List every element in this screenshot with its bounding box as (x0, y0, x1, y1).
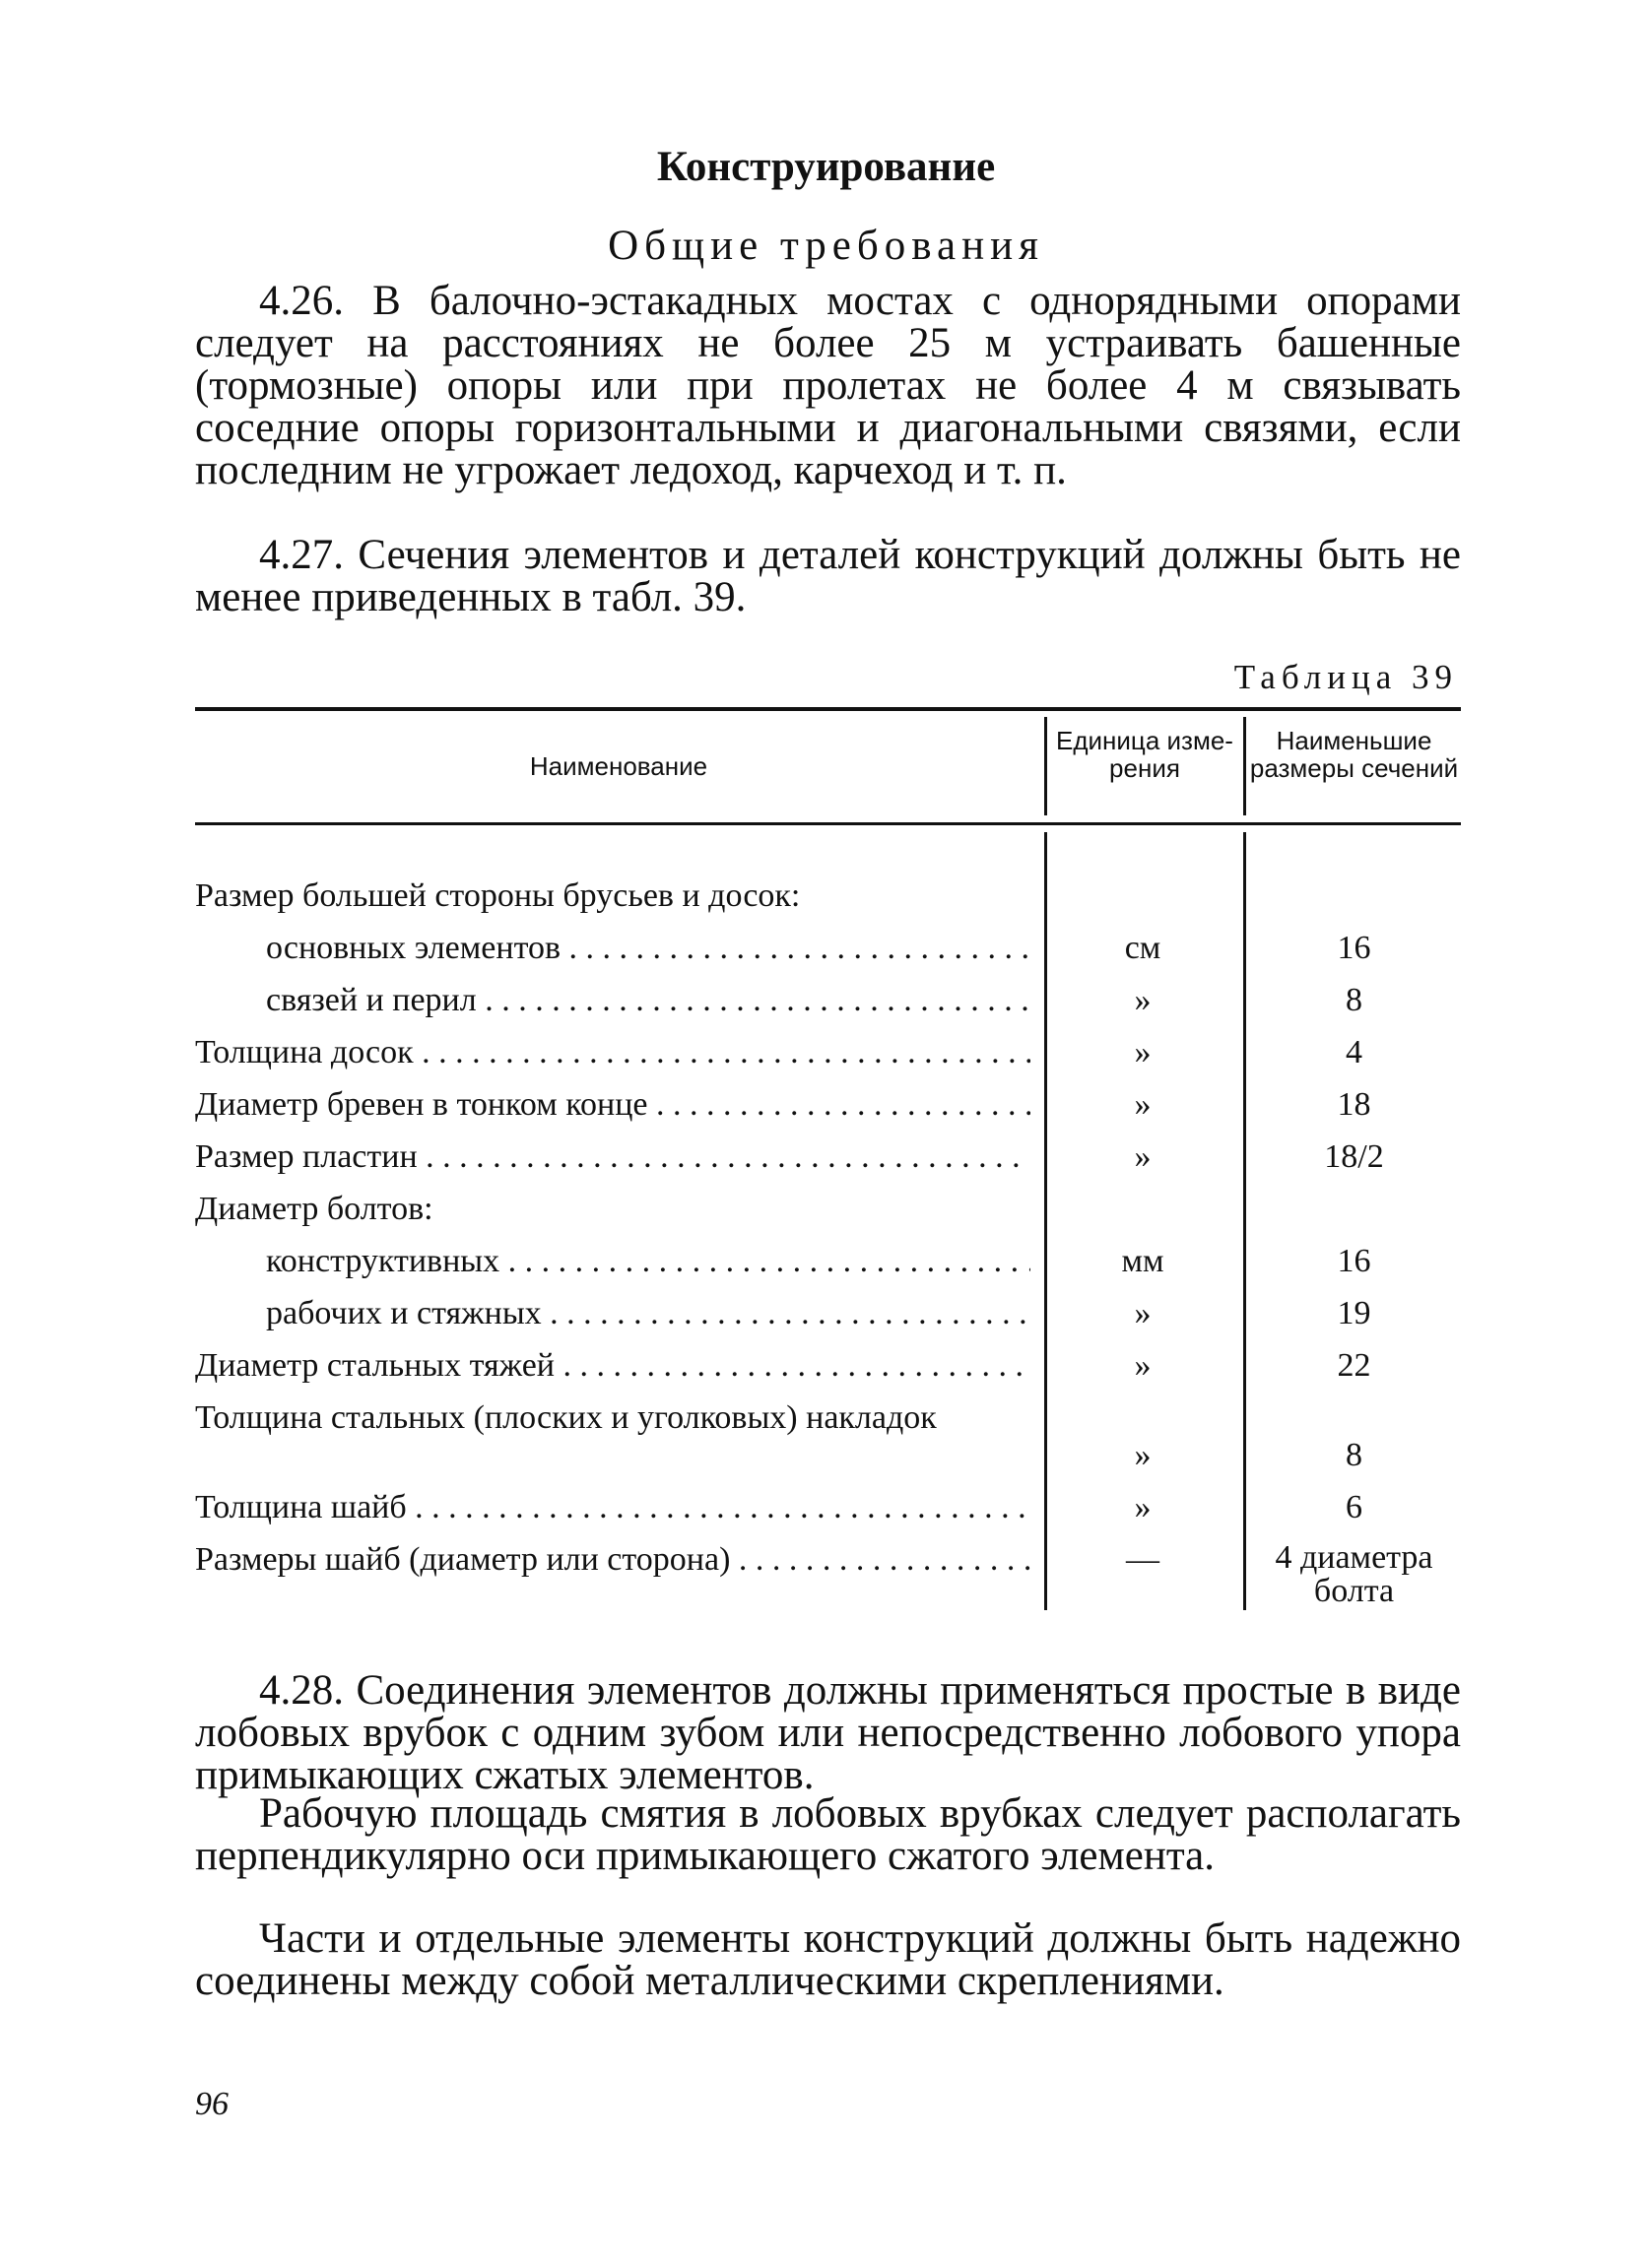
table-column-divider (1243, 832, 1246, 1610)
row-unit: » (1134, 1034, 1152, 1070)
table-header-size: Наименьшие размеры сечений (1249, 726, 1459, 783)
row-name: Диаметр стальных тяжей . . . (195, 1347, 1030, 1385)
table-header-name: Наименование (529, 751, 708, 781)
table-column-divider (1243, 717, 1246, 815)
row-name: основных элементов . . . (266, 930, 1030, 967)
row-unit: » (1134, 982, 1152, 1018)
subsection-heading: Общие требования (608, 223, 1044, 269)
row-value: 6 (1346, 1489, 1362, 1525)
table-header-unit: Единица измерения (1056, 726, 1233, 783)
row-name: Диаметр бревен в тонком конце . . . (195, 1086, 1030, 1124)
row-name: Размер пластин . . . (195, 1138, 1030, 1176)
row-value: 16 (1337, 1243, 1371, 1279)
page-number: 96 (195, 2086, 229, 2122)
table-caption: Таблица 39 (1233, 658, 1458, 696)
row-unit: см (1124, 930, 1161, 966)
row-name: связей и перил . . . (266, 982, 1030, 1019)
table-top-rule (195, 707, 1461, 711)
row-value: 18/2 (1324, 1138, 1384, 1175)
table-header-rule (195, 822, 1461, 825)
section-heading: Конструирование (656, 144, 996, 190)
table-column-divider (1044, 717, 1047, 815)
row-value: 22 (1337, 1347, 1371, 1384)
row-value: 18 (1337, 1086, 1371, 1123)
row-name: Диаметр болтов: (195, 1191, 433, 1227)
row-value: 8 (1346, 1437, 1362, 1473)
row-unit: » (1134, 1437, 1152, 1473)
row-name: Толщина шайб . . . (195, 1489, 1030, 1526)
row-name: Толщина досок . . . (195, 1034, 1030, 1071)
row-name: Размер большей стороны брусьев и досок: (195, 877, 801, 914)
paragraph-working-area: Рабочую площадь смятия в лобовых врубках следует располагать перпендикулярно оси примыкающего сжатого элемента. (195, 1790, 1461, 1879)
row-unit: » (1134, 1086, 1152, 1123)
row-unit: » (1134, 1295, 1152, 1331)
row-name: Размеры шайб (диаметр или сторона) . . . (195, 1541, 1030, 1579)
paragraph-4-26: 4.26. В балочно-эстакадных мостах с однорядными опорами следует на расстояниях не более 25 м устраивать башенные (тормозные) опоры или при пролетах не более 4 м связывать соседние опоры горизонтальными и диагональными связями, если последним не угрожает ледоход, карчеход и т. п. (195, 278, 1461, 493)
paragraph-4-27: 4.27. Сечения элементов и деталей конструкций должны быть не менее приведенных в табл. 39. (195, 532, 1461, 620)
row-value: 19 (1337, 1295, 1371, 1331)
row-value: 4 диаметра болта (1275, 1539, 1433, 1609)
paragraph-4-28: 4.28. Соединения элементов должны применяться простые в виде лобовых врубок с одним зубом или непосредственно лобового упора примыкающих сжатых элементов. (195, 1667, 1461, 1798)
row-unit: — (1126, 1541, 1159, 1578)
row-name: конструктивных . . . (266, 1243, 1030, 1280)
paragraph-connections: Части и отдельные элементы конструкций должны быть надежно соединены между собой металлическими скреплениями. (195, 1915, 1461, 2004)
row-name: Толщина стальных (плоских и уголковых) накладок (195, 1399, 937, 1436)
row-unit: » (1134, 1138, 1152, 1175)
row-value: 4 (1346, 1034, 1362, 1070)
row-unit: мм (1121, 1243, 1164, 1279)
row-name: рабочих и стяжных . . . (266, 1295, 1030, 1332)
row-unit: » (1134, 1489, 1152, 1525)
row-value: 16 (1337, 930, 1371, 966)
row-value: 8 (1346, 982, 1362, 1018)
row-unit: » (1134, 1347, 1152, 1384)
